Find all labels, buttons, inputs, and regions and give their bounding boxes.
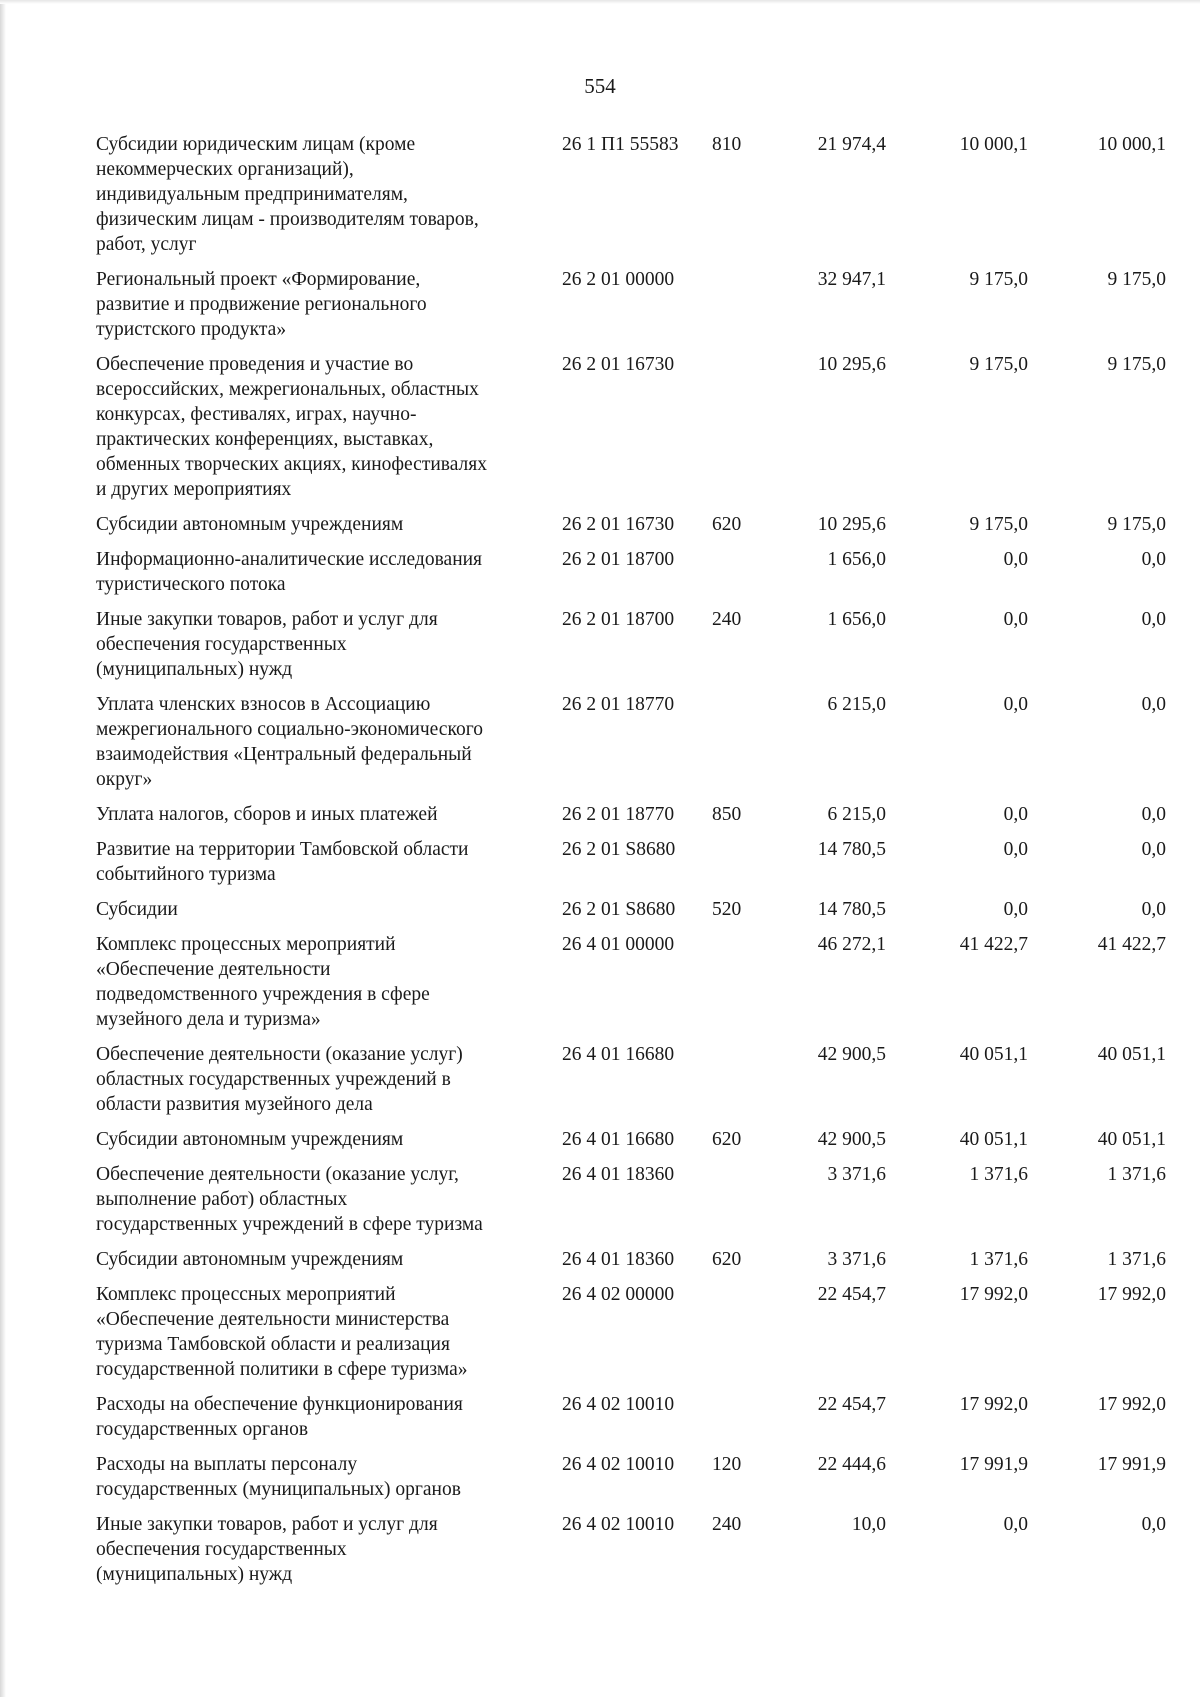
row-name: Субсидии xyxy=(96,899,178,920)
target-code: 26 4 02 10010 xyxy=(562,1394,675,1415)
amount-year-2: 0,0 xyxy=(1003,549,1028,570)
row-name: Развитие на территории Тамбовской области событийного туризма xyxy=(96,839,469,885)
row-name: Субсидии автономным учреждениям xyxy=(96,1129,404,1150)
table-row xyxy=(0,1162,1200,1237)
amount-year-1: 14 780,5 xyxy=(817,839,886,860)
target-code: 26 2 01 18770 xyxy=(562,804,675,825)
amount-year-3: 0,0 xyxy=(1141,549,1166,570)
target-code: 26 1 П1 55583 xyxy=(562,134,679,155)
amount-year-3: 0,0 xyxy=(1141,899,1166,920)
budget-table xyxy=(0,132,1200,1597)
amount-year-1: 42 900,5 xyxy=(817,1129,886,1150)
amount-year-3: 40 051,1 xyxy=(1097,1129,1166,1150)
amount-year-1: 1 656,0 xyxy=(827,609,886,630)
amount-year-2: 9 175,0 xyxy=(969,269,1028,290)
row-name: Уплата налогов, сборов и иных платежей xyxy=(96,804,438,825)
expense-type-code: 620 xyxy=(712,514,742,535)
amount-year-3: 1 371,6 xyxy=(1107,1249,1166,1270)
row-name: Субсидии юридическим лицам (кроме некоммерческих организаций), индивидуальным предпринимателям, физическим лицам - производителям товаров, работ, услуг xyxy=(96,134,479,255)
table-row xyxy=(0,897,1200,922)
table-row xyxy=(0,607,1200,682)
amount-year-1: 10,0 xyxy=(851,1514,886,1535)
amount-year-2: 10 000,1 xyxy=(959,134,1028,155)
target-code: 26 2 01 16730 xyxy=(562,514,675,535)
table-row xyxy=(0,267,1200,342)
amount-year-3: 10 000,1 xyxy=(1097,134,1166,155)
table-row xyxy=(0,1127,1200,1152)
amount-year-1: 10 295,6 xyxy=(817,514,886,535)
amount-year-2: 0,0 xyxy=(1003,609,1028,630)
amount-year-1: 1 656,0 xyxy=(827,549,886,570)
row-name: Расходы на выплаты персоналу государственных (муниципальных) органов xyxy=(96,1454,461,1500)
target-code: 26 4 02 10010 xyxy=(562,1514,675,1535)
row-name: Комплекс процессных мероприятий «Обеспечение деятельности министерства туризма Тамбовской области и реализация государственной политики в сфере туризма» xyxy=(96,1284,468,1380)
amount-year-2: 41 422,7 xyxy=(959,934,1028,955)
target-code: 26 4 01 16680 xyxy=(562,1044,675,1065)
table-row xyxy=(0,1452,1200,1502)
expense-type-code: 850 xyxy=(712,804,742,825)
table-row xyxy=(0,1042,1200,1117)
target-code: 26 2 01 16730 xyxy=(562,354,675,375)
table-row xyxy=(0,692,1200,792)
amount-year-1: 22 454,7 xyxy=(817,1394,886,1415)
amount-year-1: 10 295,6 xyxy=(817,354,886,375)
row-name: Субсидии автономным учреждениям xyxy=(96,1249,404,1270)
row-name: Региональный проект «Формирование, развитие и продвижение регионального туристского продукта» xyxy=(96,269,427,340)
amount-year-3: 17 992,0 xyxy=(1097,1394,1166,1415)
amount-year-2: 1 371,6 xyxy=(969,1249,1028,1270)
page-number: 554 xyxy=(584,74,616,98)
row-name: Иные закупки товаров, работ и услуг для обеспечения государственных (муниципальных) нужд xyxy=(96,1514,438,1585)
row-name: Обеспечение проведения и участие во всероссийских, межрегиональных, областных конкурсах, фестивалях, играх, научно- практических конференциях, выставках, обменных творческих акциях, кинофестивалях и других мероприятиях xyxy=(96,354,487,500)
amount-year-1: 42 900,5 xyxy=(817,1044,886,1065)
amount-year-3: 17 992,0 xyxy=(1097,1284,1166,1305)
amount-year-1: 21 974,4 xyxy=(817,134,886,155)
amount-year-1: 22 444,6 xyxy=(817,1454,886,1475)
row-name: Комплекс процессных мероприятий «Обеспечение деятельности подведомственного учреждения в сфере музейного дела и туризма» xyxy=(96,934,430,1030)
target-code: 26 4 01 18360 xyxy=(562,1249,675,1270)
amount-year-1: 22 454,7 xyxy=(817,1284,886,1305)
target-code: 26 2 01 S8680 xyxy=(562,839,676,860)
amount-year-3: 40 051,1 xyxy=(1097,1044,1166,1065)
amount-year-3: 9 175,0 xyxy=(1107,354,1166,375)
target-code: 26 4 01 18360 xyxy=(562,1164,675,1185)
amount-year-1: 3 371,6 xyxy=(827,1249,886,1270)
amount-year-1: 3 371,6 xyxy=(827,1164,886,1185)
expense-type-code: 620 xyxy=(712,1129,742,1150)
amount-year-3: 41 422,7 xyxy=(1097,934,1166,955)
table-row xyxy=(0,837,1200,887)
target-code: 26 4 02 00000 xyxy=(562,1284,675,1305)
amount-year-1: 32 947,1 xyxy=(817,269,886,290)
amount-year-2: 0,0 xyxy=(1003,1514,1028,1535)
amount-year-1: 6 215,0 xyxy=(827,804,886,825)
target-code: 26 4 02 10010 xyxy=(562,1454,675,1475)
row-name: Иные закупки товаров, работ и услуг для обеспечения государственных (муниципальных) нужд xyxy=(96,609,438,680)
amount-year-3: 17 991,9 xyxy=(1097,1454,1166,1475)
expense-type-code: 520 xyxy=(712,899,742,920)
expense-type-code: 240 xyxy=(712,1514,742,1535)
target-code: 26 2 01 00000 xyxy=(562,269,675,290)
table-row xyxy=(0,802,1200,827)
expense-type-code: 620 xyxy=(712,1249,742,1270)
amount-year-2: 9 175,0 xyxy=(969,354,1028,375)
amount-year-2: 40 051,1 xyxy=(959,1044,1028,1065)
table-row xyxy=(0,132,1200,257)
row-name: Субсидии автономным учреждениям xyxy=(96,514,404,535)
scan-shadow-top xyxy=(0,0,1200,4)
amount-year-1: 46 272,1 xyxy=(817,934,886,955)
amount-year-2: 0,0 xyxy=(1003,839,1028,860)
amount-year-3: 0,0 xyxy=(1141,839,1166,860)
target-code: 26 2 01 18700 xyxy=(562,609,675,630)
target-code: 26 4 01 16680 xyxy=(562,1129,675,1150)
expense-type-code: 240 xyxy=(712,609,742,630)
expense-type-code: 810 xyxy=(712,134,742,155)
amount-year-2: 40 051,1 xyxy=(959,1129,1028,1150)
amount-year-2: 17 992,0 xyxy=(959,1394,1028,1415)
amount-year-2: 0,0 xyxy=(1003,804,1028,825)
amount-year-3: 0,0 xyxy=(1141,1514,1166,1535)
table-row xyxy=(0,1282,1200,1382)
expense-type-code: 120 xyxy=(712,1454,742,1475)
amount-year-2: 1 371,6 xyxy=(969,1164,1028,1185)
amount-year-3: 9 175,0 xyxy=(1107,269,1166,290)
amount-year-3: 0,0 xyxy=(1141,609,1166,630)
amount-year-1: 6 215,0 xyxy=(827,694,886,715)
row-name: Обеспечение деятельности (оказание услуг) областных государственных учреждений в области развития музейного дела xyxy=(96,1044,463,1115)
row-name: Расходы на обеспечение функционирования государственных органов xyxy=(96,1394,463,1440)
amount-year-2: 17 991,9 xyxy=(959,1454,1028,1475)
row-name: Информационно-аналитические исследования туристического потока xyxy=(96,549,483,595)
amount-year-3: 0,0 xyxy=(1141,694,1166,715)
table-row xyxy=(0,932,1200,1032)
target-code: 26 2 01 18700 xyxy=(562,549,675,570)
table-row xyxy=(0,1512,1200,1587)
amount-year-3: 0,0 xyxy=(1141,804,1166,825)
amount-year-2: 17 992,0 xyxy=(959,1284,1028,1305)
amount-year-3: 1 371,6 xyxy=(1107,1164,1166,1185)
table-row xyxy=(0,512,1200,537)
amount-year-1: 14 780,5 xyxy=(817,899,886,920)
row-name: Уплата членских взносов в Ассоциацию межрегионального социально-экономического взаимодействия «Центральный федеральный округ» xyxy=(96,694,483,790)
amount-year-2: 0,0 xyxy=(1003,694,1028,715)
target-code: 26 2 01 S8680 xyxy=(562,899,676,920)
table-row xyxy=(0,352,1200,502)
target-code: 26 4 01 00000 xyxy=(562,934,675,955)
amount-year-2: 9 175,0 xyxy=(969,514,1028,535)
amount-year-3: 9 175,0 xyxy=(1107,514,1166,535)
row-name: Обеспечение деятельности (оказание услуг, выполнение работ) областных государственных учреждений в сфере туризма xyxy=(96,1164,483,1235)
table-row xyxy=(0,1392,1200,1442)
table-row xyxy=(0,547,1200,597)
amount-year-2: 0,0 xyxy=(1003,899,1028,920)
table-row xyxy=(0,1247,1200,1272)
target-code: 26 2 01 18770 xyxy=(562,694,675,715)
